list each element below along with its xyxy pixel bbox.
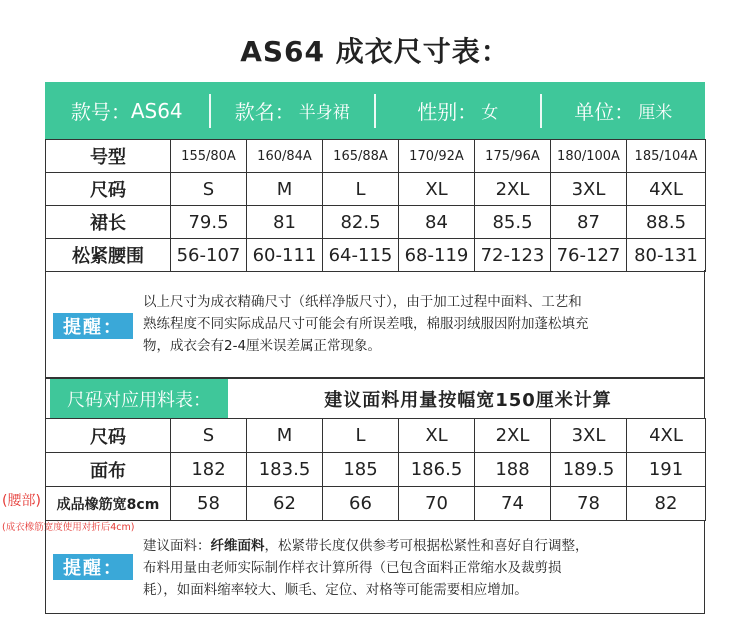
- elastic-note: ，松紧带长度仅供参考可根据松紧性和喜好自行调整，: [264, 538, 589, 554]
- table-cell: 88.5: [627, 206, 706, 239]
- table-cell: 80-131: [627, 239, 706, 272]
- table-cell: 4XL: [627, 173, 706, 206]
- table-cell: 188: [475, 453, 551, 487]
- row-label: 尺码: [46, 173, 171, 206]
- table-cell: 72-123: [475, 239, 551, 272]
- table-cell: 185/104A: [627, 140, 706, 173]
- table-cell: 78: [551, 487, 627, 521]
- table-cell: 3XL: [551, 173, 627, 206]
- fabric-suggest-label: 建议面料：: [143, 538, 211, 554]
- table-cell: 82.5: [323, 206, 399, 239]
- table-cell: 183.5: [247, 453, 323, 487]
- row-label: 裙长: [46, 206, 171, 239]
- table-cell: 81: [247, 206, 323, 239]
- table-row: [46, 206, 706, 239]
- row-label: 松紧腰围: [46, 239, 171, 272]
- table-row: [46, 487, 706, 521]
- table-row: [46, 239, 706, 272]
- gender: [376, 82, 540, 139]
- table-cell: 70: [399, 487, 475, 521]
- table-row: [46, 419, 706, 453]
- table-cell: 3XL: [551, 419, 627, 453]
- table-cell: 189.5: [551, 453, 627, 487]
- fabric-reminder-box: [45, 520, 705, 614]
- table-cell: 64-115: [323, 239, 399, 272]
- table-row: [46, 173, 706, 206]
- reminder-line: [143, 535, 589, 557]
- fabric-section-header: [45, 378, 705, 418]
- waist-tag: (腰部): [2, 493, 41, 509]
- reminder-badge: 提醒：: [53, 313, 133, 339]
- table-cell: 84: [399, 206, 475, 239]
- table-cell: 4XL: [627, 419, 706, 453]
- unit: [542, 82, 706, 139]
- reminder-text: [143, 291, 589, 357]
- table-cell: 180/100A: [551, 140, 627, 173]
- row-label: 号型: [46, 140, 171, 173]
- reminder-line: 以上尺寸为成衣精确尺寸（纸样净版尺寸），由于加工过程中面料、工艺和: [143, 294, 582, 310]
- info-header-bar: [45, 82, 705, 139]
- header-divider: [540, 94, 542, 128]
- table-cell: M: [247, 173, 323, 206]
- table-cell: 74: [475, 487, 551, 521]
- name-label: 款名：: [234, 100, 295, 124]
- table-cell: M: [247, 419, 323, 453]
- reminder-badge: 提醒：: [53, 554, 133, 580]
- table-cell: 170/92A: [399, 140, 475, 173]
- unit-label: 单位：: [574, 100, 635, 124]
- table-cell: 175/96A: [475, 140, 551, 173]
- reminder-line: 物，成衣会有2-4厘米误差属正常现象。: [143, 338, 382, 354]
- header-divider: [209, 94, 211, 128]
- fabric-reminder-text: [143, 535, 589, 601]
- row-label: 尺码: [46, 419, 171, 453]
- table-cell: 76-127: [551, 239, 627, 272]
- table-cell: 60-111: [247, 239, 323, 272]
- table-cell: 182: [171, 453, 247, 487]
- table-cell: L: [323, 173, 399, 206]
- table-cell: 68-119: [399, 239, 475, 272]
- page-title: AS64 成衣尺寸表：: [240, 35, 510, 68]
- table-cell: L: [323, 419, 399, 453]
- table-cell: 191: [627, 453, 706, 487]
- table-cell: 2XL: [475, 419, 551, 453]
- reminder-line: 布料用量由老师实际制作样衣计算所得（已包含面料正常缩水及裁剪损: [143, 560, 562, 576]
- style-value: AS64: [130, 98, 183, 123]
- table-cell: 79.5: [171, 206, 247, 239]
- table-cell: 155/80A: [171, 140, 247, 173]
- size-table: [45, 139, 706, 272]
- table-cell: S: [171, 419, 247, 453]
- table-cell: XL: [399, 173, 475, 206]
- reminder-box: [45, 270, 705, 378]
- unit-value: 厘米: [638, 103, 673, 123]
- table-cell: 66: [323, 487, 399, 521]
- table-cell: 82: [627, 487, 706, 521]
- table-cell: 85.5: [475, 206, 551, 239]
- reminder-line: 熟练程度不同实际成品尺寸可能会有所误差哦，棉服羽绒服因附加蓬松填充: [143, 316, 589, 332]
- reminder-line: 耗），如面料缩率较大、顺毛、定位、对格等可能需要相应增加。: [143, 582, 528, 598]
- waist-note: (成衣橡筋宽度使用对折后4cm): [2, 522, 135, 533]
- gender-label: 性别：: [417, 100, 478, 124]
- row-label: 面布: [46, 453, 171, 487]
- table-cell: 58: [171, 487, 247, 521]
- row-label: 成品橡筋宽8cm: [46, 487, 171, 521]
- name-value: 半身裙: [298, 103, 350, 123]
- table-cell: S: [171, 173, 247, 206]
- table-row: [46, 453, 706, 487]
- style-number: [45, 82, 209, 139]
- table-cell: 62: [247, 487, 323, 521]
- header-divider: [374, 94, 376, 128]
- table-cell: 165/88A: [323, 140, 399, 173]
- fabric-suggest-value: 纤维面料: [210, 538, 265, 554]
- table-cell: 160/84A: [247, 140, 323, 173]
- fabric-table: [45, 418, 706, 521]
- fabric-width-note: 建议面料用量按幅宽150厘米计算: [324, 389, 612, 411]
- table-cell: XL: [399, 419, 475, 453]
- table-cell: 56-107: [171, 239, 247, 272]
- table-row: [46, 140, 706, 173]
- table-cell: 185: [323, 453, 399, 487]
- gender-value: 女: [481, 103, 499, 123]
- table-cell: 2XL: [475, 173, 551, 206]
- style-name: [211, 82, 375, 139]
- fabric-table-title: 尺码对应用料表：: [50, 379, 228, 418]
- style-label: 款号：: [70, 100, 131, 124]
- table-cell: 87: [551, 206, 627, 239]
- table-cell: 186.5: [399, 453, 475, 487]
